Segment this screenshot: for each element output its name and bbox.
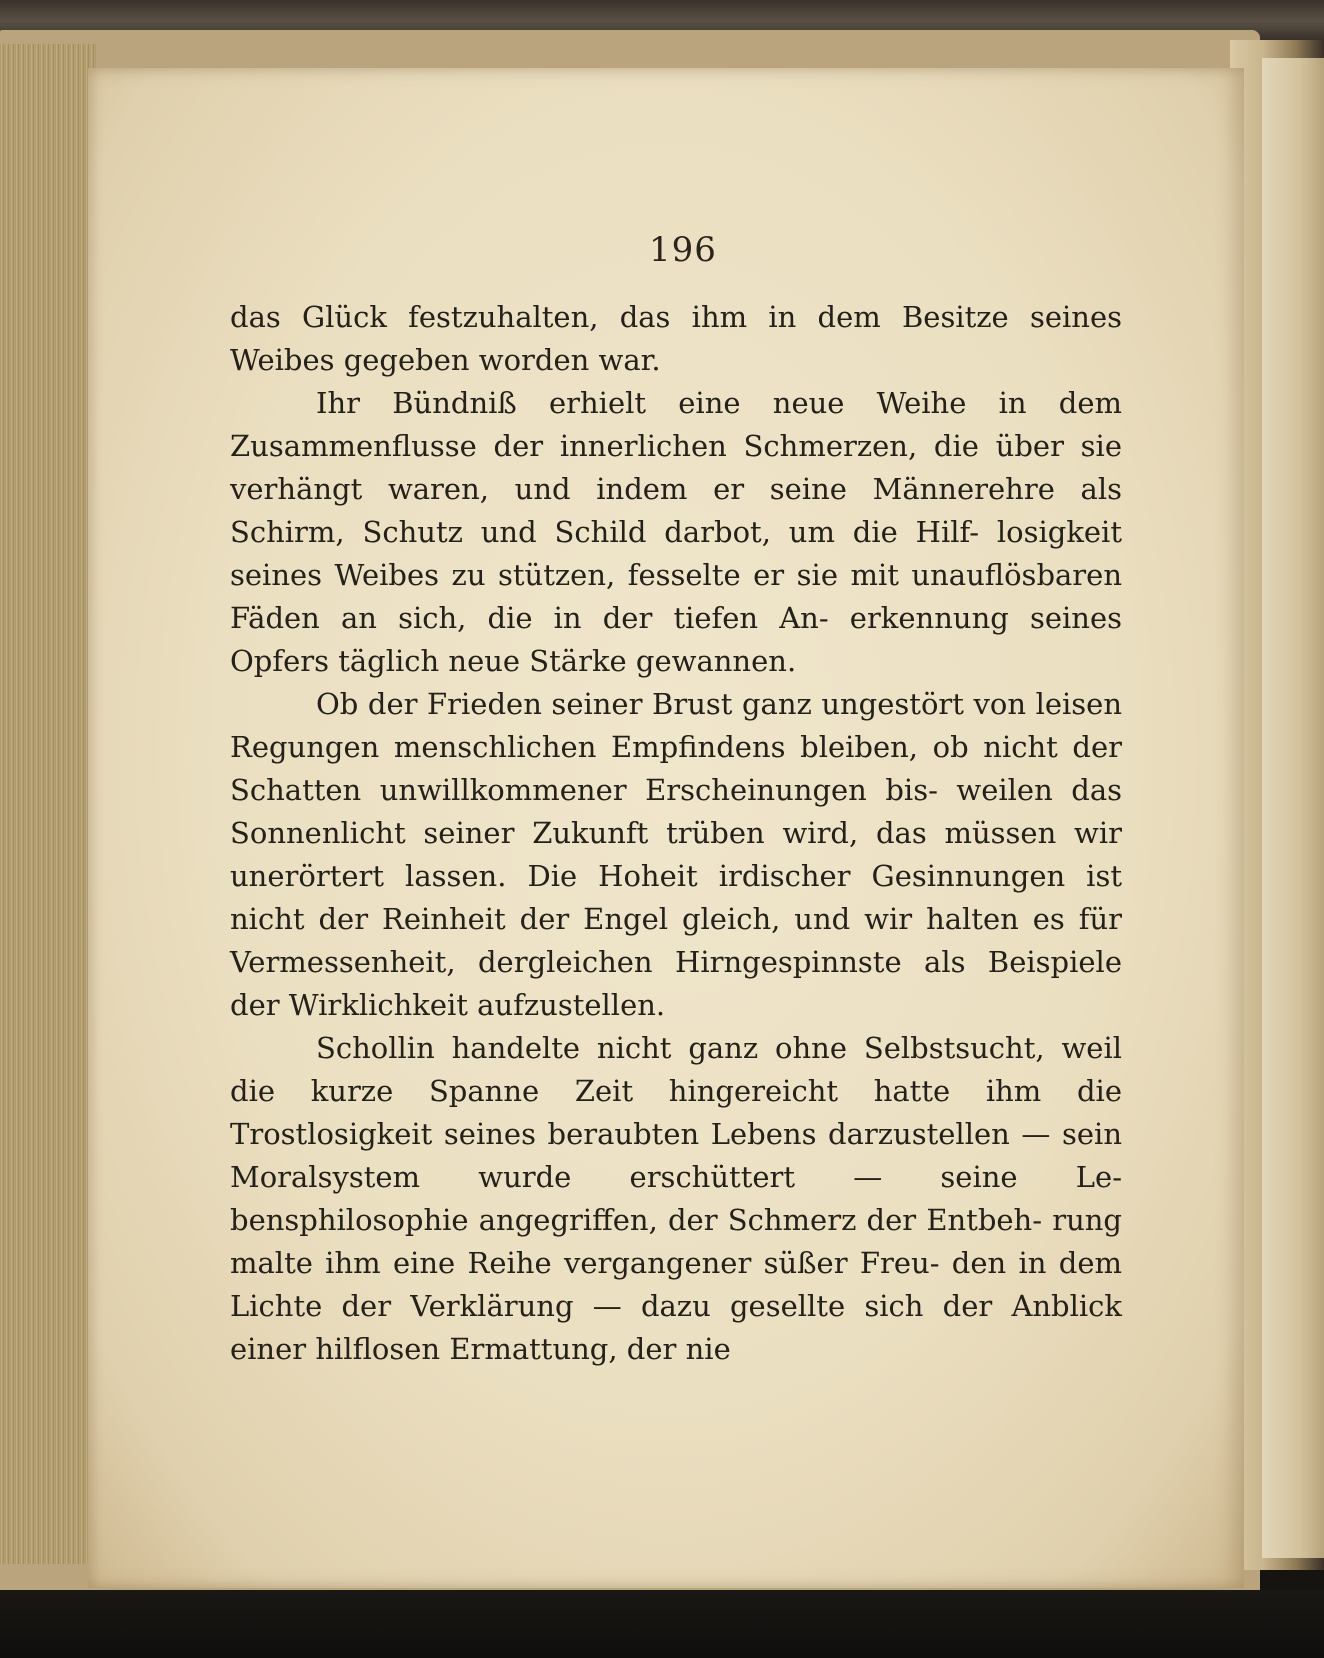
page-body-text: [230, 296, 1122, 1371]
paragraph-3: Ob der Frieden seiner Brust ganz ungestört von leisen Regungen menschlichen Empfindens bleiben, ob nicht der Schatten unwillkommener Erscheinungen bis- weilen das Sonnenlicht seiner Zukunft trüben wird, das müssen wir unerörtert lassen. Die Hoheit irdischer Gesinnungen ist nicht der Reinheit der Engel gleich, und wir halten es für Vermessenheit, dergleichen Hirngespinnste als Beispiele der Wirklichkeit aufzustellen.: [230, 687, 1122, 1022]
bottom-shadow-band: [0, 1590, 1324, 1658]
page-number: 196: [649, 230, 717, 270]
paragraph-4: Schollin handelte nicht ganz ohne Selbstsucht, weil die kurze Spanne Zeit hingereicht hatte ihm die Trostlosigkeit seines beraubten Lebens darzustellen — sein Moralsystem wurde erschüttert — seine Le- bensphilosophie angegriffen, der Schmerz der Entbeh- rung malte ihm eine Reihe vergangener süßer Freu- den in dem Lichte der Verklärung — dazu gesellte sich der Anblick einer hilflosen Ermattung, der nie: [230, 1031, 1122, 1366]
book-page: [88, 68, 1244, 1588]
paragraph-1: das Glück festzuhalten, das ihm in dem Besitze seines Weibes gegeben worden war.: [230, 300, 1122, 377]
paragraph-2: Ihr Bündniß erhielt eine neue Weihe in dem Zusammenflusse der innerlichen Schmerzen, die über sie verhängt waren, und indem er seine Männerehre als Schirm, Schutz und Schild darbot, um die Hilf- losigkeit seines Weibes zu stützen, fesselte er sie mit unauflösbaren Fäden an sich, die in der tiefen An- erkennung seines Opfers täglich neue Stärke gewannen.: [230, 386, 1122, 678]
facing-page-edge: [1262, 58, 1324, 1558]
page-edges-stack: [0, 44, 96, 1564]
